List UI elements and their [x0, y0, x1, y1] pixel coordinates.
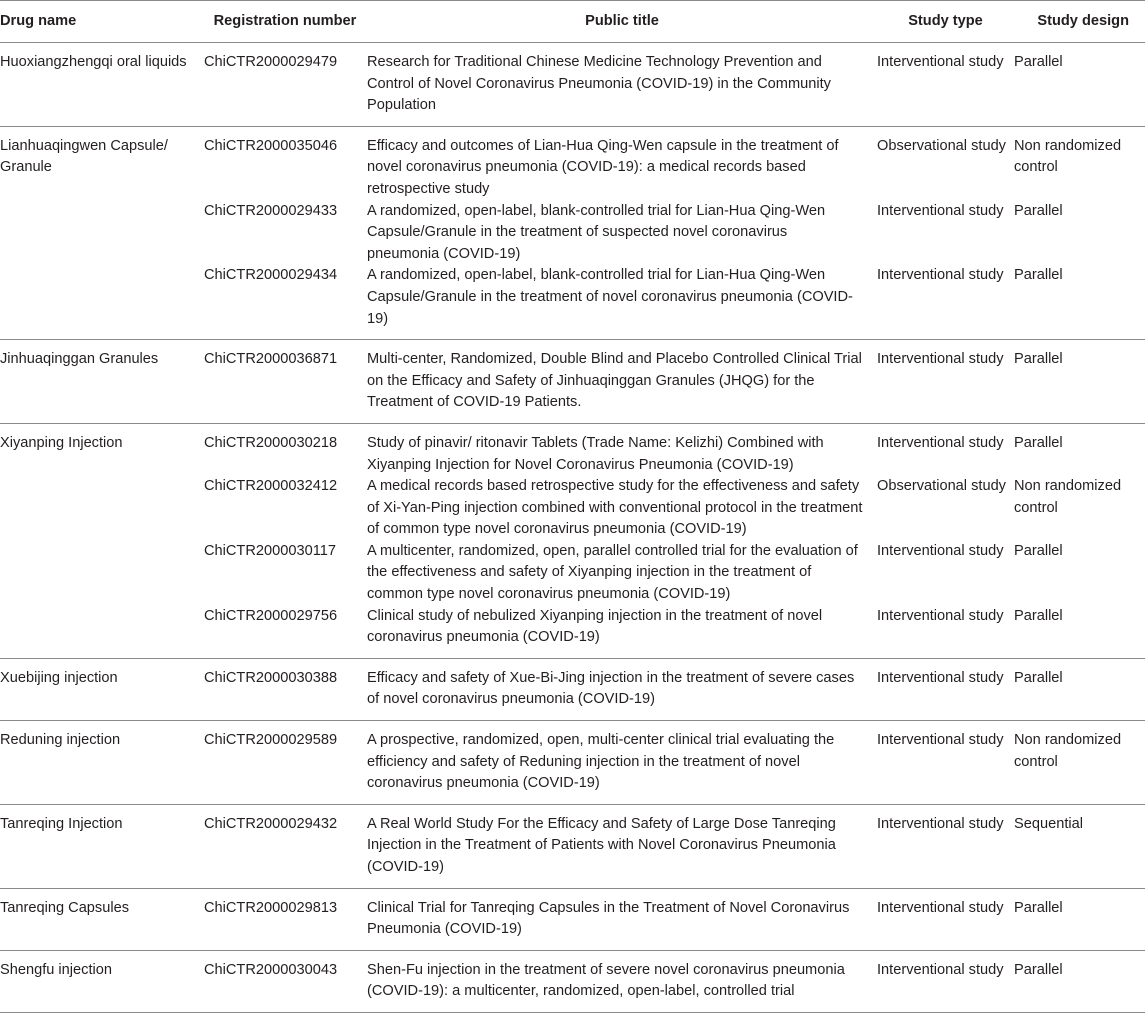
drug-name-cell	[0, 476, 203, 541]
study-design-cell: Parallel	[1014, 899, 1063, 916]
registration-number-cell: ChiCTR2000030388	[204, 669, 338, 686]
registration-number-cell: ChiCTR2000030043	[204, 961, 338, 978]
drug-name-cell: Huoxiangzhengqi oral liquids	[0, 54, 187, 70]
public-title-cell: A randomized, open-label, blank-controlled trial for Lian-Hua Qing-Wen Capsule/Granule in the treatment of novel coronavirus pneumonia (COVID-19)	[367, 267, 853, 327]
registration-number-cell: ChiCTR2000029589	[204, 732, 338, 749]
table-row	[0, 126, 1145, 200]
drug-name-cell: Lianhuaqingwen Capsule/ Granule	[0, 137, 168, 176]
study-type-cell: Interventional study	[877, 815, 1004, 832]
registration-number-cell: ChiCTR2000029813	[204, 899, 338, 916]
study-design-cell: Parallel	[1014, 202, 1063, 219]
registration-number-cell: ChiCTR2000029432	[204, 815, 338, 832]
drug-name-cell	[0, 201, 203, 266]
public-title-cell: Multi-center, Randomized, Double Blind and Placebo Controlled Clinical Trial on the Efficacy and Safety of Jinhuaqinggan Granules (JHQG) for the Treatment of COVID-19 Patients.	[367, 351, 862, 411]
table-row	[0, 888, 1145, 950]
public-title-cell: Study of pinavir/ ritonavir Tablets (Trade Name: Kelizhi) Combined with Xiyanping Injection for Novel Coronavirus Pneumonia (COVID-19)	[367, 434, 824, 473]
drug-name-cell: Shengfu injection	[0, 961, 112, 978]
table-row	[0, 804, 1145, 888]
study-type-cell: Interventional study	[877, 961, 1004, 978]
public-title-cell: Shen-Fu injection in the treatment of severe novel coronavirus pneumonia (COVID-19): a multicenter, randomized, open-label, controlled trial	[367, 961, 845, 1000]
drug-name-cell	[0, 265, 203, 339]
study-design-cell: Parallel	[1014, 542, 1063, 559]
table-row	[0, 476, 1145, 541]
header-registration-number: Registration number	[213, 13, 357, 29]
study-design-cell: Parallel	[1014, 961, 1063, 978]
study-design-cell: Non randomized control	[1014, 137, 1122, 176]
registration-number-cell: ChiCTR2000035046	[204, 137, 338, 154]
public-title-cell: A medical records based retrospective study for the effectiveness and safety of Xi-Yan-Ping injection combined with conventional protocol in the treatment of common type novel coronavirus pneumonia (COVID-19)	[367, 478, 863, 538]
table-row	[0, 658, 1145, 720]
table-row	[0, 340, 1145, 424]
study-type-cell: Interventional study	[877, 54, 1004, 70]
table-row	[0, 43, 1145, 127]
drug-name-cell: Tanreqing Capsules	[0, 899, 129, 916]
table-row	[0, 950, 1145, 1012]
public-title-cell: A multicenter, randomized, open, parallel controlled trial for the evaluation of the effectiveness and safety of Xiyanping injection in the treatment of common type novel coronavirus pneumonia (COVID-19)	[367, 542, 858, 603]
study-design-cell: Non randomized control	[1014, 478, 1122, 516]
study-type-cell: Observational study	[877, 137, 1006, 154]
study-design-cell: Parallel	[1014, 669, 1063, 686]
drug-name-cell: Xiyanping Injection	[0, 434, 123, 451]
study-design-cell: Non randomized control	[1014, 732, 1122, 770]
header-drug-name: Drug name	[0, 13, 77, 29]
public-title-cell: Efficacy and outcomes of Lian-Hua Qing-Wen capsule in the treatment of novel coronavirus pneumonia (COVID-19): a medical records based retrospective study	[367, 137, 839, 197]
study-type-cell: Interventional study	[877, 669, 1004, 686]
public-title-cell: A Real World Study For the Efficacy and Safety of Large Dose Tanreqing Injection in the Treatment of Patients with Novel Coronavirus Pneumonia (COVID-19)	[367, 815, 836, 875]
table-header	[0, 1, 1145, 43]
registration-number-cell: ChiCTR2000030218	[204, 434, 338, 451]
study-type-cell: Interventional study	[877, 351, 1004, 368]
table-row	[0, 201, 1145, 266]
public-title-cell: A prospective, randomized, open, multi-center clinical trial evaluating the efficiency and safety of Reduning injection in the treatment of novel coronavirus pneumonia (COVID-19)	[367, 732, 835, 792]
registration-number-cell: ChiCTR2000029756	[204, 607, 338, 624]
table-row	[0, 606, 1145, 659]
study-type-cell: Interventional study	[877, 899, 1004, 916]
drug-name-cell: Jinhuaqinggan Granules	[0, 351, 159, 368]
registration-number-cell: ChiCTR2000029433	[204, 202, 338, 219]
study-type-cell: Interventional study	[877, 267, 1004, 284]
study-type-cell: Interventional study	[877, 202, 1004, 219]
study-design-cell: Parallel	[1014, 607, 1063, 624]
registration-number-cell: ChiCTR2000032412	[204, 478, 338, 495]
study-type-cell: Interventional study	[877, 434, 1004, 451]
study-type-cell: Interventional study	[877, 607, 1004, 624]
study-type-cell: Interventional study	[877, 542, 1004, 559]
public-title-cell: Efficacy and safety of Xue-Bi-Jing injection in the treatment of severe cases of novel coronavirus pneumonia (COVID-19)	[367, 669, 855, 708]
table-row	[0, 265, 1145, 339]
registration-number-cell: ChiCTR2000036871	[204, 351, 338, 368]
study-design-cell: Parallel	[1014, 351, 1063, 368]
study-type-cell: Interventional study	[877, 732, 1004, 749]
registration-number-cell: ChiCTR2000029479	[204, 54, 338, 70]
public-title-cell: Clinical study of nebulized Xiyanping injection in the treatment of novel coronavirus pneumonia (COVID-19)	[367, 607, 823, 646]
header-public-title: Public title	[585, 13, 659, 29]
registration-number-cell: ChiCTR2000030117	[204, 542, 336, 559]
drug-name-cell: Tanreqing Injection	[0, 815, 123, 832]
table-body	[0, 43, 1145, 1013]
drug-name-cell: Xuebijing injection	[0, 669, 118, 686]
public-title-cell: A randomized, open-label, blank-controlled trial for Lian-Hua Qing-Wen Capsule/Granule in the treatment of suspected novel coronavirus pneumonia (COVID-19)	[367, 202, 826, 262]
header-study-type: Study type	[908, 13, 983, 29]
public-title-cell: Research for Traditional Chinese Medicine Technology Prevention and Control of Novel Coronavirus Pneumonia (COVID-19) in the Community Population	[367, 54, 831, 114]
header-study-design: Study design	[1037, 13, 1129, 29]
table-row	[0, 721, 1145, 805]
study-design-cell: Sequential	[1014, 815, 1083, 832]
public-title-cell: Clinical Trial for Tanreqing Capsules in the Treatment of Novel Coronavirus Pneumonia (COVID-19)	[367, 899, 850, 938]
study-type-cell: Observational study	[877, 478, 1006, 495]
registration-number-cell: ChiCTR2000029434	[204, 267, 338, 284]
drug-name-cell: Reduning injection	[0, 732, 121, 749]
study-design-cell: Parallel	[1014, 267, 1063, 284]
table-row	[0, 541, 1145, 606]
table-row	[0, 423, 1145, 476]
header-row	[0, 1, 1145, 43]
study-design-cell: Parallel	[1014, 434, 1063, 451]
drug-name-cell	[0, 606, 203, 659]
study-design-cell: Parallel	[1014, 54, 1063, 70]
drug-name-cell	[0, 541, 203, 606]
